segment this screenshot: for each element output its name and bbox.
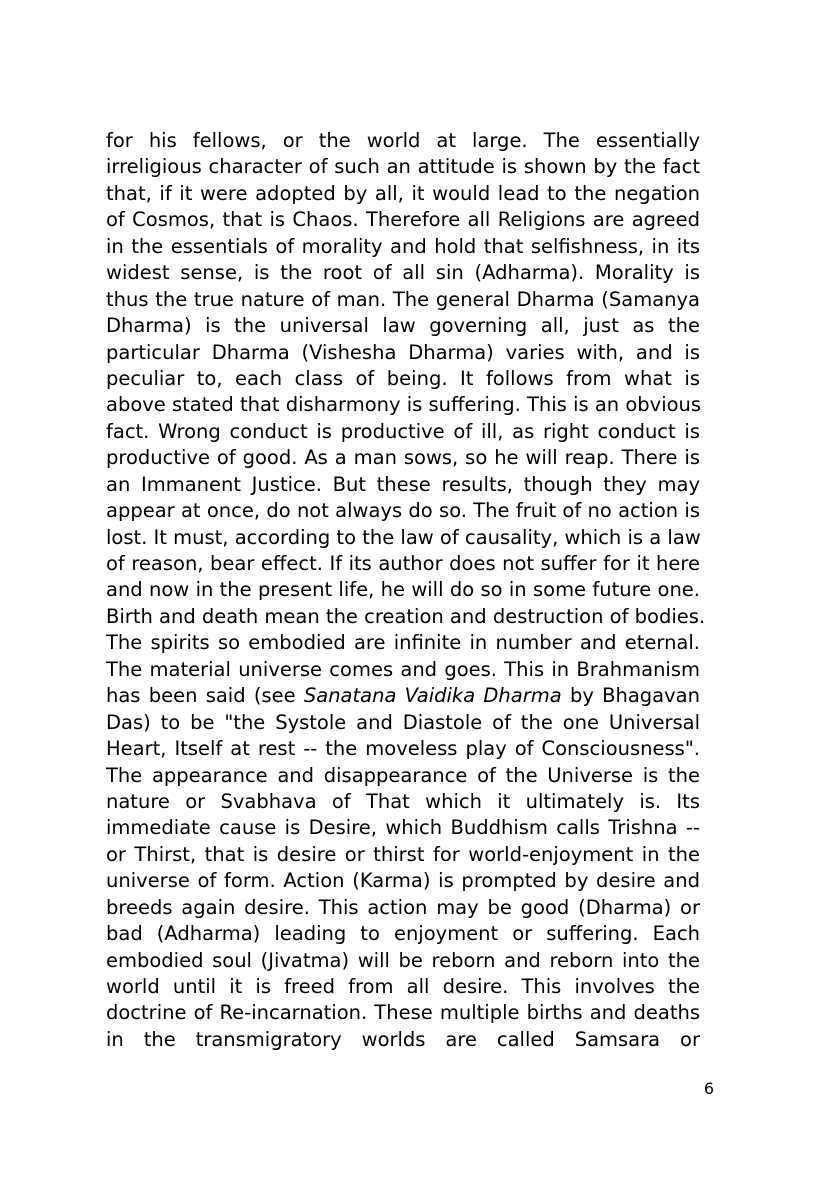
text-line: doctrine of Re-incarnation. These multiple births and deaths: [106, 1001, 700, 1025]
text-line: The appearance and disappearance of the Universe is the: [106, 763, 700, 787]
text-line: The material universe comes and goes. This in Brahmanism: [106, 657, 700, 681]
text-line: an Immanent Justice. But these results, though they may: [106, 472, 700, 496]
text-line: widest sense, is the root of all sin (Adharma). Morality is: [106, 261, 700, 285]
text-line: lost. It must, according to the law of causality, which is a law: [106, 525, 701, 549]
text-line: Heart, Itself at rest -- the moveless play of Consciousness".: [106, 737, 700, 761]
text-line: above stated that disharmony is suffering. This is an obvious: [106, 393, 702, 417]
text-line: universe of form. Action (Karma) is prompted by desire and: [106, 869, 700, 893]
text-line: The spirits so embodied are infinite in number and eternal.: [106, 631, 700, 655]
text-line: thus the true nature of man. The general Dharma (Samanya: [106, 287, 700, 311]
text-line: peculiar to, each class of being. It follows from what is: [106, 366, 700, 390]
book-title-italic: Sanatana Vaidika Dharma: [303, 684, 562, 708]
text-line: for his fellows, or the world at large. The essentially: [106, 129, 700, 152]
text-line: Birth and death mean the creation and destruction of bodies.: [106, 604, 706, 628]
text-line: irreligious character of such an attitude is shown by the fact: [106, 155, 700, 179]
text-line: or Thirst, that is desire or thirst for world-enjoyment in the: [106, 842, 700, 866]
text-line: world until it is freed from all desire. This involves the: [106, 975, 700, 998]
text-line: appear at once, do not always do so. The fruit of no action is: [106, 499, 700, 523]
text-line: productive of good. As a man sows, so he will reap. There is: [106, 446, 700, 470]
text-line: of reason, bear effect. If its author does not suffer for it here: [106, 552, 700, 575]
text-line: in the essentials of morality and hold that selfishness, in its: [106, 234, 700, 258]
citation-trail-text: by Bhagavan: [561, 684, 700, 708]
text-line: particular Dharma (Vishesha Dharma) varies with, and is: [106, 340, 700, 364]
text-line: fact. Wrong conduct is productive of ill, as right conduct is: [106, 419, 700, 443]
text-line: embodied soul (Jivatma) will be reborn and reborn into the: [106, 948, 700, 972]
text-line: that, if it were adopted by all, it would lead to the negation: [106, 181, 700, 205]
text-line: of Cosmos, that is Chaos. Therefore all Religions are agreed: [106, 208, 700, 232]
text-line: Dharma) is the universal law governing all, just as the: [106, 314, 700, 338]
text-line: breeds again desire. This action may be good (Dharma) or: [106, 895, 700, 919]
text-line: nature or Svabhava of That which it ultimately is. Its: [106, 789, 700, 813]
text-line: and now in the present life, he will do so in some future one.: [106, 578, 700, 602]
text-line: immediate cause is Desire, which Buddhism calls Trishna --: [106, 816, 700, 840]
text-line: bad (Adharma) leading to enjoyment or suffering. Each: [106, 922, 700, 946]
text-line: Das) to be "the Systole and Diastole of the one Universal: [106, 710, 700, 734]
citation-lead-text: has been said (see: [106, 684, 304, 708]
page-number: 6: [703, 1079, 714, 1098]
body-paragraph: [106, 128, 706, 1053]
text-line: in the transmigratory worlds are called Samsara or: [106, 1027, 700, 1051]
text-line-with-citation: [106, 683, 700, 709]
